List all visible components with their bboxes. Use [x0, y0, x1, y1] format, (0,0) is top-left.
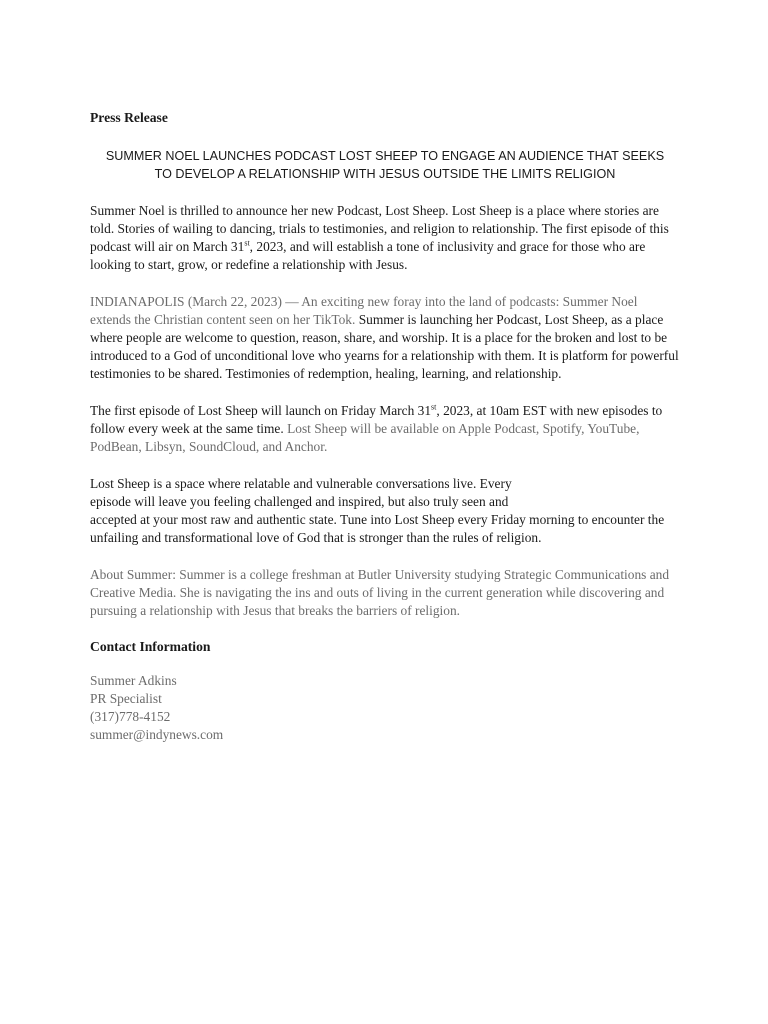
dateline-rest: Summer is launching her Podcast, Lost Sheep, as a place where people are welcome to question, reason, share, and worship. It is a place for the broken and lost to be introduced to a God of unconditional love who yearns for a relationship with them. It is platform for powerful testimonies to be shared. Testimonies of redemption, healing, learning, and relationship. [90, 312, 679, 381]
space-line-1: Lost Sheep is a space where relatable and vulnerable conversations live. Every [90, 476, 512, 491]
launch-text-a: The first episode of Lost Sheep will launch on Friday March 31 [90, 403, 432, 418]
contact-name: Summer Adkins [90, 673, 177, 688]
headline: SUMMER NOEL LAUNCHES PODCAST LOST SHEEP TO ENGAGE AN AUDIENCE THAT SEEKS TO DEVELOP A RELATIONSHIP WITH JESUS OUTSIDE THE LIMITS RELIGION [105, 149, 665, 181]
contact-email: summer@indynews.com [90, 727, 224, 742]
dateline-paragraph [90, 293, 680, 383]
intro-text-a: Summer Noel is thrilled to announce her new Podcast, Lost Sheep. Lost Sheep is a place where stories are told. Stories of wailing to dancing, trials to testimonies, and religion to relationship. The first episode of this podcast will air on March 31 [90, 203, 669, 254]
contact-block [90, 672, 680, 744]
space-paragraph [90, 475, 680, 547]
launch-ordinal: st [431, 402, 437, 412]
contact-heading: Contact Information [90, 639, 211, 654]
intro-paragraph [90, 202, 680, 274]
about-paragraph: About Summer: Summer is a college freshman at Butler University studying Strategic Communications and Creative Media. She is navigating the ins and outs of living in the current generation while discovering and pursuing a relationship with Jesus that breaks the barriers of religion. [90, 567, 670, 618]
contact-title: PR Specialist [90, 691, 162, 706]
document-label: Press Release [90, 110, 168, 125]
intro-text-b: , 2023, and will establish a tone of inclusivity and grace for those who are looking to start, grow, or redefine a relationship with Jesus. [90, 239, 646, 272]
launch-text-b: , 2023, at 10am EST with new episodes to follow every week at the same time. [90, 403, 663, 436]
platforms-text: Lost Sheep will be available on Apple Podcast, Spotify, YouTube, PodBean, Libsyn, SoundCloud, and Anchor. [90, 421, 640, 454]
press-release-document [90, 109, 680, 744]
intro-ordinal: st [244, 238, 250, 248]
space-line-3: accepted at your most raw and authentic state. Tune into Lost Sheep every Friday morning to encounter the unfailing and transformational love of God that is stronger than the rules of religion. [90, 512, 665, 545]
space-line-2: episode will leave you feeling challenged and inspired, but also truly seen and [90, 494, 509, 509]
contact-phone: (317)778-4152 [90, 709, 171, 724]
launch-paragraph [90, 402, 680, 456]
dateline-text: INDIANAPOLIS (March 22, 2023) — An exciting new foray into the land of podcasts: Summer Noel extends the Christian content seen on her TikTok. [90, 294, 638, 327]
